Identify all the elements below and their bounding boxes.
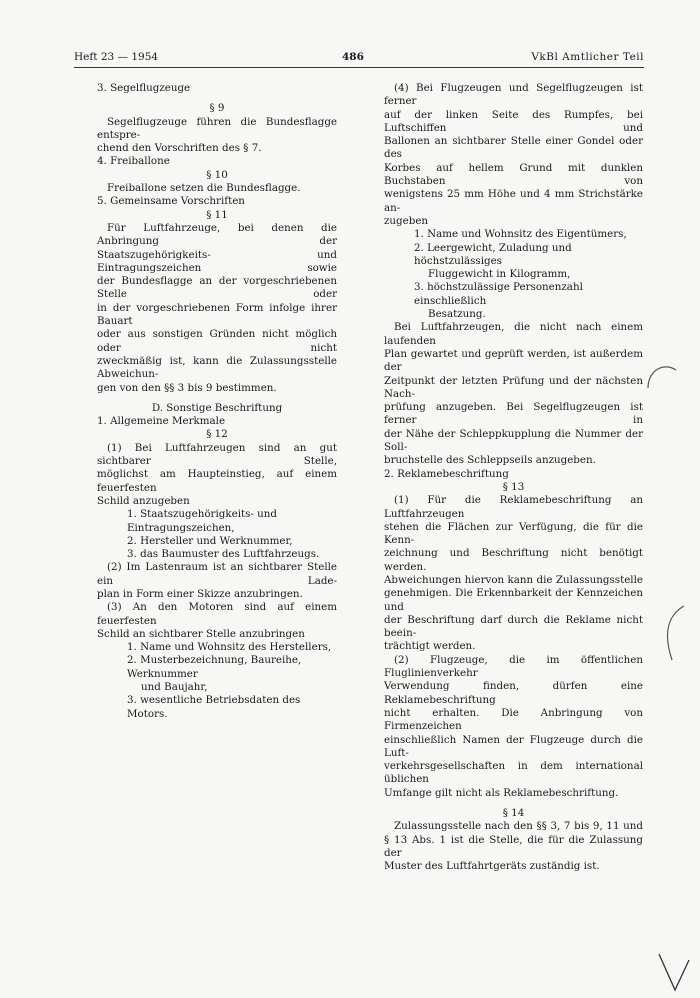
section-13-line: zeichnung und Beschriftung nicht benötigt werden. [384,547,643,573]
right-column [384,82,643,874]
section-12-line: Korbes auf hellem Grund mit dunklen Buchstaben von [384,161,643,188]
section-13-line: (2) Flugzeuge, die im öffentlichen Fluglinienverkehr [384,653,643,680]
page-number: 486 [342,51,364,63]
section-12-line: Ballonen an sichtbarer Stelle einer Gondel oder des [384,135,643,161]
heading-freiballone: 4. Freiballone [97,155,170,168]
section-12-line: Bei Luftfahrzeugen, die nicht nach einem laufenden [384,321,643,347]
section-13-line: Verwendung finden, dürfen eine Reklamebeschriftung [384,680,643,706]
scan-mark-bracket [640,362,680,392]
section-13-line: der Beschriftung darf durch die Reklame nicht beein- [384,613,643,640]
section-12-line: auf der linken Seite des Rumpfes, bei Luftschiffen und [384,108,643,134]
heading-gemeinsame-vorschriften: 5. Gemeinsame Vorschriften [97,195,245,208]
section-13-line: (1) Für die Reklamebeschriftung an Luftfahrzeugen [384,494,643,520]
publication-label: VkBl Amtlicher Teil [531,51,644,63]
list-item: 1. Name und Wohnsitz des Herstellers, [127,641,332,654]
heading-reklamebeschriftung: 2. Reklamebeschriftung [384,467,509,480]
section-12-line: wenigstens 25 mm Höhe und 4 mm Strichstärke an- [384,188,643,214]
section-12-line: zugeben [384,214,429,227]
list-item: 1. Name und Wohnsitz des Eigentümers, [414,228,627,241]
section-11-line: Für Luftfahrzeuge, bei denen die Anbringung der [97,221,337,248]
section-12-line: (4) Bei Flugzeugen und Segelflugzeugen ist ferner [384,82,643,108]
section-13-line: Umfange gilt nicht als Reklamebeschriftung. [384,786,619,799]
section-13-line: Abweichungen hiervon kann die Zulassungsstelle [384,573,643,586]
issue-label: Heft 23 — 1954 [74,51,159,63]
header-rule [74,67,644,68]
section-14-line: Zulassungsstelle nach den §§ 3, 7 bis 9, 11 und [394,820,643,833]
list-item-continued: Besatzung. [428,308,486,321]
section-14-line: Muster des Luftfahrtgeräts zuständig ist. [384,860,600,873]
section-13: § 13 [502,480,525,493]
section-11-line: gen von den §§ 3 bis 9 bestimmen. [97,381,277,394]
section-13-line: einschließlich Namen der Flugzeuge durch die Luft- [384,733,643,759]
section-14: § 14 [502,807,525,820]
section-11-line: der Bundesflagge an der vorgeschriebenen Stelle oder [97,275,337,301]
heading-allgemeine-merkmale: 1. Allgemeine Merkmale [97,415,226,428]
list-item-continued: Fluggewicht in Kilogramm, [428,268,571,281]
list-item-continued: und Baujahr, [141,681,208,694]
section-9: § 9 [209,102,225,115]
section-12: § 12 [206,428,228,441]
section-12-line: bruchstelle des Schleppseils anzugeben. [384,454,596,467]
section-12-line: Zeitpunkt der letzten Prüfung und der nächsten Nach- [384,374,643,400]
list-item: 3. wesentliche Betriebsdaten des Motors. [127,694,301,720]
list-item: 3. höchstzulässige Personenzahl einschließlich [414,281,583,307]
section-11-line: in der vorgeschriebenen Form infolge ihrer Bauart [97,301,337,328]
scan-mark-corner [655,950,695,995]
section-13-line: verkehrsgesellschaften in dem international üblichen [384,760,643,786]
section-9-text: Segelflugzeuge führen die Bundesflagge entspre- [97,115,337,141]
section-12-line: Schild an sichtbarer Stelle anzubringen [97,627,305,640]
section-12-line: prüfung anzugeben. Bei Segelflugzeugen ist ferner in [384,401,643,427]
running-header [74,51,644,67]
section-9-text: chend den Vorschriften des § 7. [97,142,262,155]
section-12-line: (3) An den Motoren sind auf einem feuerfesten [97,601,337,627]
section-12-line: Plan gewartet und geprüft werden, ist außerdem der [384,347,643,374]
section-10: § 10 [206,168,228,181]
section-11-line: zweckmäßig ist, kann die Zulassungsstelle Abweichun- [97,354,337,381]
scan-mark-curve [650,600,690,670]
heading-sonstige-beschriftung: D. Sonstige Beschriftung [151,401,283,414]
list-item: 3. das Baumuster des Luftfahrzeugs. [127,548,320,561]
section-12-line: möglichst am Haupteinstieg, auf einem feuerfesten [97,468,337,494]
section-10-text: Freiballone setzen die Bundesflagge. [107,182,301,195]
section-11-line: Staatszugehörigkeits- und Eintragungszeichen sowie [97,248,337,274]
section-12-line: (1) Bei Luftfahrzeugen sind an gut sichtbarer Stelle, [97,441,337,468]
list-item: 2. Musterbezeichnung, Baureihe, Werknummer [127,654,302,680]
heading-segelflugzeuge: 3. Segelflugzeuge [97,82,191,94]
section-13-line: nicht erhalten. Die Anbringung von Firmenzeichen [384,706,643,733]
list-item: 2. Hersteller und Werknummer, [127,534,293,547]
section-13-line: trächtigt werden. [384,640,476,653]
section-12-line: plan in Form einer Skizze anzubringen. [97,587,303,600]
section-12-line: (2) Im Lastenraum ist an sichtbarer Stelle ein Lade- [97,561,337,587]
list-item: 1. Staatszugehörigkeits- und Eintragungszeichen, [127,508,278,534]
section-12-line: Schild anzugeben [97,494,190,507]
section-12-line: der Nähe der Schleppkupplung die Nummer der Soll- [384,427,643,454]
left-column [97,82,337,721]
section-11: § 11 [206,208,228,221]
section-14-line: § 13 Abs. 1 ist die Stelle, die für die Zulassung der [384,833,643,859]
section-11-line: oder aus sonstigen Gründen nicht möglich oder nicht [97,328,337,354]
list-item: 2. Leergewicht, Zuladung und höchstzulässiges [414,241,572,267]
section-13-line: stehen die Flächen zur Verfügung, die für die Kenn- [384,520,643,547]
section-13-line: genehmigen. Die Erkennbarkeit der Kennzeichen und [384,587,643,613]
